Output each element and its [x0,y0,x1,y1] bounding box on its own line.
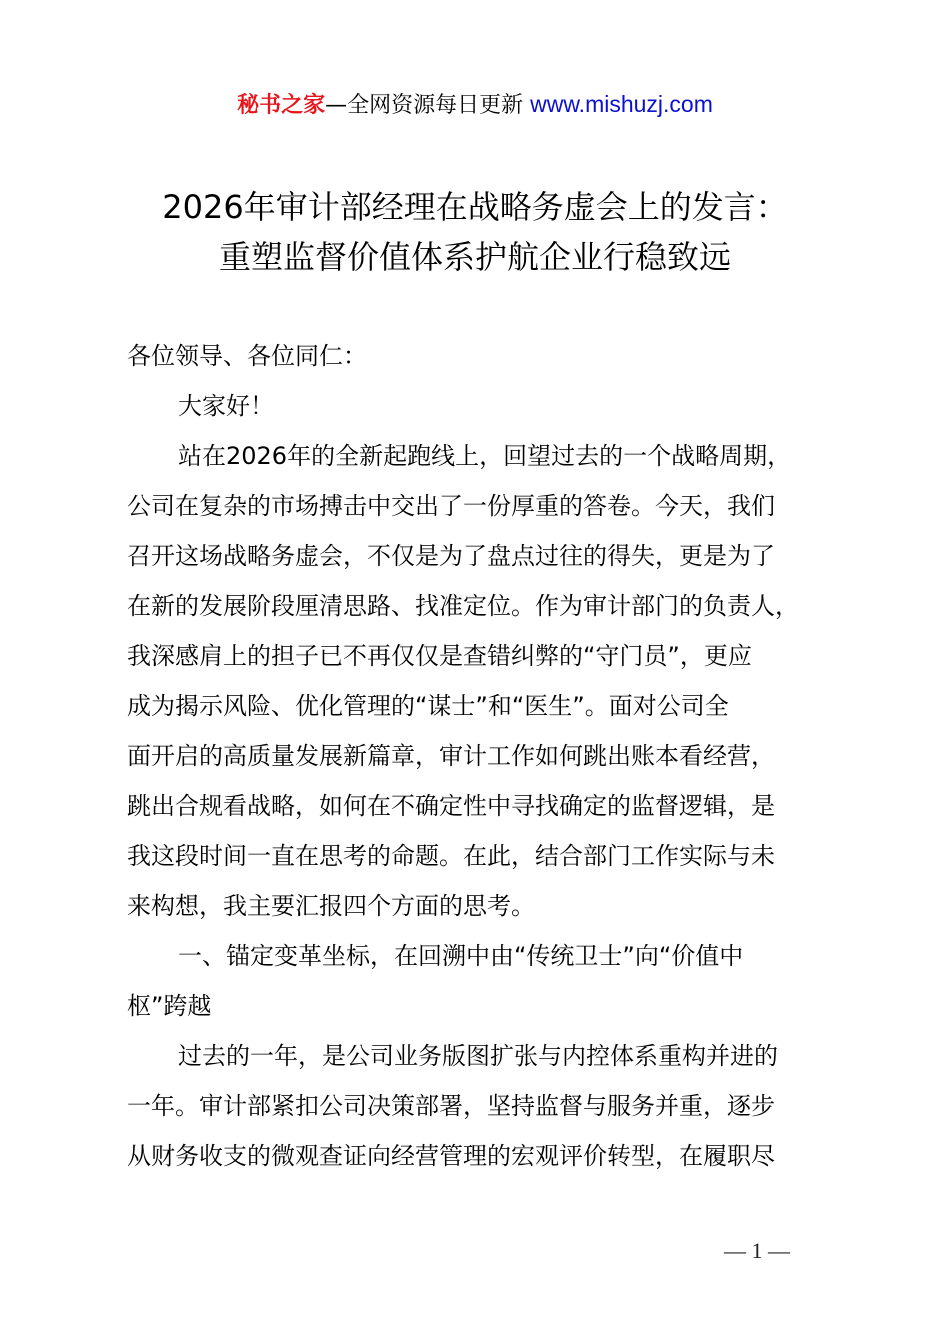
text-line: 从财务收支的微观查证向经营管理的宏观评价转型，在履职尽 [127,1142,775,1170]
text-line: 我深感肩上的担子已不再仅仅是查错纠弊的“守门员”，更应 [127,642,752,670]
paragraph-section-1 [127,1031,837,1181]
title-line-2: 重塑监督价值体系护航企业行稳致远 [218,238,731,276]
text-line: 召开这场战略务虚会，不仅是为了盘点过往的得失，更是为了 [127,542,775,570]
site-url-link[interactable]: www.mishuzj.com [530,91,713,117]
paragraph-intro [127,431,837,931]
text-line: 来构想，我主要汇报四个方面的思考。 [127,892,535,920]
text-line: 我这段时间一直在思考的命题。在此，结合部门工作实际与未 [127,842,775,870]
heading-line: 一、锚定变革坐标，在回溯中由“传统卫士”向“价值中 [178,942,744,970]
text-line: 成为揭示风险、优化管理的“谋士”和“医生”。面对公司全 [127,692,729,720]
title-line-1: 2026年审计部经理在战略务虚会上的发言： [162,188,788,226]
text-line: 公司在复杂的市场搏击中交出了一份厚重的答卷。今天，我们 [127,492,775,520]
heading-line: 枢”跨越 [127,992,212,1020]
page-number: — 1 — [724,1238,790,1263]
salutation: 各位领导、各位同仁： [127,342,367,370]
text-line: 跳出合规看战略，如何在不确定性中寻找确定的监督逻辑，是 [127,792,775,820]
section-heading-1 [127,931,837,1031]
text-line: 在新的发展阶段厘清思路、找准定位。作为审计部门的负责人， [127,592,799,620]
text-line: 过去的一年，是公司业务版图扩张与内控体系重构并进的 [178,1042,778,1070]
banner-tagline: —全网资源每日更新 [325,93,531,118]
greeting: 大家好！ [178,392,274,420]
brand-name: 秘书之家 [237,93,326,118]
text-line: 面开启的高质量发展新篇章，审计工作如何跳出账本看经营， [127,742,775,770]
document-title [0,182,950,282]
site-banner [0,86,950,124]
text-line: 站在2026年的全新起跑线上，回望过去的一个战略周期， [178,442,792,470]
document-body [127,331,837,1181]
text-line: 一年。审计部紧扣公司决策部署，坚持监督与服务并重，逐步 [127,1092,775,1120]
